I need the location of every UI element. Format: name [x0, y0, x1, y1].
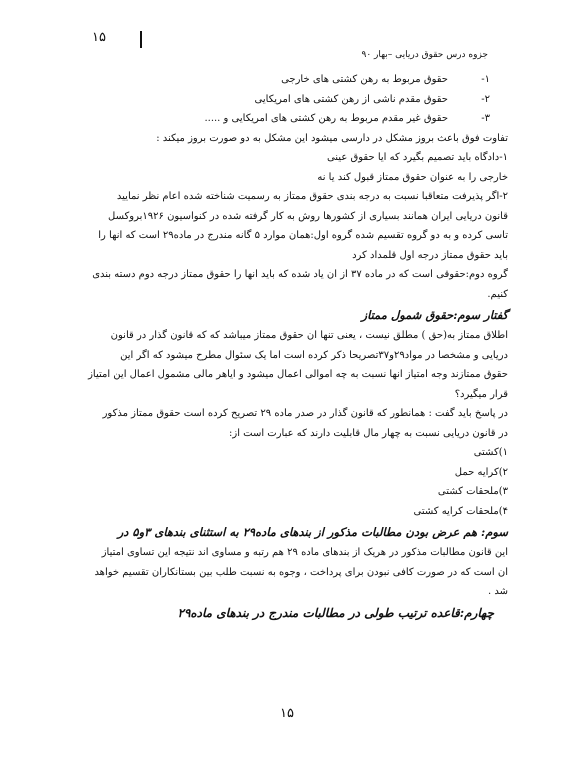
paragraph-line: گروه دوم:حقوقی است که در ماده ۳۷ از ان یاد شده که باید انها را حقوق ممتاز درجه دوم دسته بندی: [92, 269, 508, 280]
list-item-text: حقوق مقدم ناشی از رهن کشتی های امریکایی: [254, 93, 448, 105]
text-cursor: [140, 31, 142, 48]
paragraph-line: در پاسخ باید گفت : همانطور که قانون گذار در صدر ماده ۲۹ تصریح کرده است حقوق ممتاز مذکور: [102, 408, 508, 419]
paragraph-line: ۱-دادگاه باید تصمیم بگیرد که ایا حقوق عینی: [326, 152, 508, 163]
paragraph-line: کنیم.: [487, 288, 508, 300]
section-heading: چهارم:قاعده ترتیب طولی در مطالبات مندرج در بندهای ماده۲۹: [177, 605, 494, 620]
list-item: ۲)کرایه حمل: [454, 466, 508, 478]
paragraph-line: دریایی و مشخصا در مواد۲۹و۳۷تصریحا ذکر کرده است اما یک سئوال مطرح میشود که اگر این: [120, 349, 508, 361]
list-item-number: ۳-: [481, 113, 490, 124]
paragraph-line: ۲-اگر پذیرفت متعاقبا نسبت به درجه بندی حقوق ممتاز به رسمیت شناخته شده اعام نظر نمایید: [116, 191, 508, 202]
running-header: جزوه درس حقوق دریایی –بهار ۹۰: [361, 50, 488, 60]
paragraph-line: تفاوت فوق باعث بروز مشکل در دارسی میشود این مشکل به دو صورت بروز میکند :: [156, 132, 508, 144]
paragraph-line: حقوق ممتازند وجه امتیاز انها نسبت به چه اموالی اعمال میشود و ایاهر مالی مشمول اعمال این امتیاز: [88, 369, 508, 380]
list-item: ۴)ملحقات کرایه کشتی: [413, 505, 508, 517]
paragraph-line: ان است که در صورت کافی نبودن برای پرداخت ، وجوه به نسبت طلب بین بستانکاران تقسیم خواهد: [94, 566, 508, 578]
paragraph-line: شد .: [488, 586, 508, 597]
page-number-top: ۱۵: [92, 30, 106, 45]
paragraph-line: در قانون دریایی نسبت به چهار مال قابلیت دارند که عبارت است از:: [229, 427, 508, 439]
section-heading: سوم: هم عرض بودن مطالبات مذکور از بندهای ماده۲۹ به استثنای بندهای ۳و۵ در: [117, 525, 508, 539]
body-text: [86, 70, 508, 624]
list-item: [86, 70, 508, 90]
list-item: [86, 109, 508, 129]
paragraph-line: این قانون مطالبات مذکور در هریک از بندهای ماده ۲۹ هم رتبه و مساوی اند نتیجه این تساوی امتیاز: [101, 547, 508, 558]
page-number-bottom: ۱۵: [280, 706, 294, 721]
paragraph-line: خارجی را به عنوان حقوق ممتاز قبول کند یا نه: [317, 171, 508, 183]
list-item: [86, 90, 508, 110]
list-item-number: ۱-: [481, 74, 490, 85]
section-heading: گفتار سوم:حقوق شمول ممتاز: [361, 308, 508, 322]
paragraph-line: باید حقوق ممتاز درجه اول قلمداد کرد: [352, 249, 508, 261]
list-item: ۱)کشتی: [473, 447, 508, 458]
paragraph-line: قرار میگیرد؟: [454, 388, 508, 400]
list-item-number: ۲-: [481, 93, 490, 105]
paragraph-line: قانون دریایی ایران همانند بسیاری از کشورها روش به کار گرفته شده در کنواسیون ۱۹۲۶بروکسل: [108, 210, 508, 222]
list-item: ۳)ملحقات کشتی: [437, 486, 508, 497]
list-item-text: حقوق غیر مقدم مربوط به رهن کشتی های امریکایی و .....: [204, 113, 448, 124]
paragraph-line: تاسی کرده و به دو گروه تقسیم شده گروه اول:همان موارد ۵ گانه مندرج در ماده۲۹ است که انها را: [98, 230, 508, 241]
list-item-text: حقوق مربوط به رهن کشتی های خارجی: [281, 74, 448, 85]
paragraph-line: اطلاق ممتاز به(حق ) مطلق نیست ، یعنی تنها ان حقوق ممتاز میباشد که که قانون گذار در قانون: [110, 330, 508, 341]
